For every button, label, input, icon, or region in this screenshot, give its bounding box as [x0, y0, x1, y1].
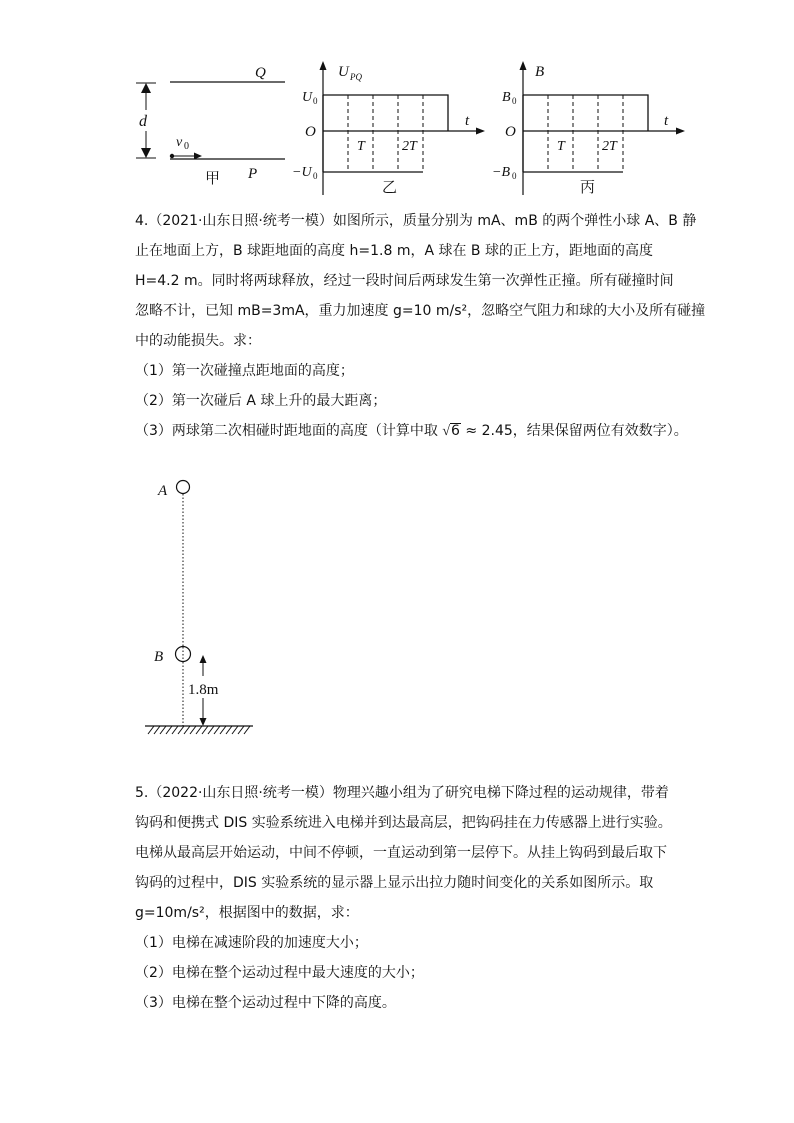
bing-axis-y-label: B	[535, 64, 545, 80]
yi-bottom-sub: 0	[313, 171, 318, 181]
problem-4-q1: （1）第一次碰撞点距地面的高度；	[135, 363, 354, 379]
problem-4-q3: （3）两球第二次相碰时距地面的高度（计算中取 √6 ≈ 2.45，结果保留两位有效数字）。	[135, 423, 688, 439]
yi-tick-t: T	[357, 139, 365, 154]
problem-5	[135, 778, 675, 1018]
bing-top-label: B	[502, 90, 511, 105]
v0-sub: 0	[184, 141, 189, 152]
height-label: 1.8m	[188, 682, 219, 698]
yi-top-sub: 0	[313, 96, 318, 106]
problem-4	[135, 206, 706, 446]
height-arrow-down	[200, 718, 207, 726]
yi-axis-x-label: t	[465, 113, 470, 129]
ball-a	[177, 481, 190, 494]
ground-hatch	[148, 726, 250, 734]
problem-5-line: 电梯从最高层开始运动，中间不停顿，一直运动到第一层停下。从挂上钩码到最后取下	[135, 845, 667, 861]
caption-jia: 甲	[205, 171, 221, 187]
bing-bottom-label: −B	[492, 165, 510, 180]
d-arrow-up	[141, 83, 151, 93]
bing-y-arrow	[520, 61, 527, 70]
yi-bottom-label: −U	[292, 165, 312, 180]
yi-dashed-lines	[348, 95, 423, 172]
problem-4-q3-a: （3）两球第二次相碰时距地面的高度（计算中取	[135, 423, 443, 439]
bing-bottom-sub: 0	[512, 171, 517, 181]
figure-yi	[292, 61, 485, 196]
yi-origin: O	[305, 124, 316, 140]
yi-x-arrow	[476, 128, 485, 135]
bing-tick-t: T	[557, 139, 565, 154]
v0-label: v	[176, 135, 183, 150]
problem-5-line: 钩码的过程中，DIS 实验系统的显示器上显示出拉力随时间变化的关系如图所示。取	[135, 875, 654, 891]
yi-waveform-top	[323, 95, 448, 131]
yi-top-label: U	[302, 90, 313, 105]
yi-y-arrow	[320, 61, 327, 70]
problem-5-line: 钩码和便携式 DIS 实验系统进入电梯并到达最高层，把钩码挂在力传感器上进行实验。	[135, 815, 672, 831]
particle	[170, 154, 174, 158]
problem-4-line: H=4.2 m。同时将两球释放，经过一段时间后两球发生第一次弹性正撞。所有碰撞时间	[135, 273, 674, 289]
top-figures	[0, 55, 794, 205]
caption-bing: 丙	[580, 180, 596, 196]
problem-4-line: 4.（2021·山东日照·统考一模）如图所示，质量分别为 mA、mB 的两个弹性小球 A、B 静	[135, 213, 697, 229]
problem-5-line: 5.（2022·山东日照·统考一模）物理兴趣小组为了研究电梯下降过程的运动规律，带着	[135, 785, 669, 801]
plate-q-label: Q	[255, 65, 266, 81]
label-a: A	[158, 483, 168, 499]
bing-axis-x-label: t	[664, 113, 669, 129]
problem-4-q3-b: ≈ 2.45，结果保留两位有效数字）。	[460, 423, 688, 439]
bing-origin: O	[505, 124, 516, 140]
problem-4-line: 忽略不计，已知 mB=3mA，重力加速度 g=10 m/s²，忽略空气阻力和球的大小及所有碰撞	[135, 303, 706, 319]
bing-x-arrow	[676, 128, 685, 135]
bing-top-sub: 0	[512, 96, 517, 106]
balls-figure	[130, 470, 270, 740]
figure-bing	[492, 61, 685, 196]
problem-5-q3: （3）电梯在整个运动过程中下降的高度。	[135, 995, 396, 1011]
height-arrow-up	[200, 655, 207, 663]
figure-jia	[136, 65, 285, 187]
yi-axis-y-sub: PQ	[350, 72, 362, 82]
caption-yi: 乙	[382, 180, 398, 196]
problem-5-q2: （2）电梯在整个运动过程中最大速度的大小；	[135, 965, 424, 981]
problem-4-q2: （2）第一次碰后 A 球上升的最大距离；	[135, 393, 387, 409]
yi-tick-2t: 2T	[402, 139, 417, 154]
plate-p-label: P	[248, 166, 258, 182]
label-b: B	[154, 649, 164, 665]
problem-4-line: 止在地面上方，B 球距地面的高度 h=1.8 m，A 球在 B 球的正上方，距地面的高度	[135, 243, 653, 259]
problem-4-line: 中的动能损失。求：	[135, 333, 261, 349]
problem-5-q1: （1）电梯在减速阶段的加速度大小；	[135, 935, 368, 951]
sqrt-value: 6	[451, 423, 460, 439]
bing-tick-2t: 2T	[602, 139, 617, 154]
d-label: d	[139, 113, 147, 130]
yi-axis-y-label: U	[338, 64, 349, 80]
d-arrow-down	[141, 148, 151, 158]
problem-5-line: g=10m/s²，根据图中的数据，求：	[135, 905, 359, 921]
bing-dashed-lines	[548, 95, 623, 172]
bing-waveform-top	[523, 95, 648, 131]
